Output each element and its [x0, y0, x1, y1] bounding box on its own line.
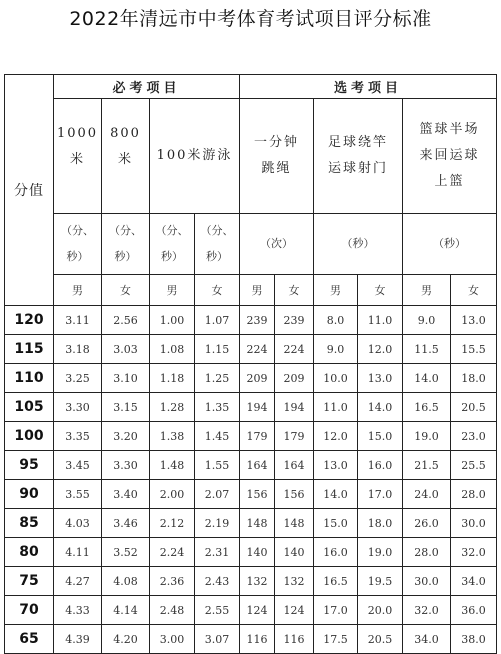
- sex-header: 男: [240, 275, 275, 306]
- table-cell: 11.0: [314, 393, 358, 422]
- table-cell: 132: [240, 567, 275, 596]
- table-cell: 239: [275, 306, 314, 335]
- table-cell: 1.48: [150, 451, 195, 480]
- table-row: [5, 509, 497, 538]
- table-cell: 3.52: [102, 538, 150, 567]
- table-row: [5, 625, 497, 654]
- table-cell: 224: [240, 335, 275, 364]
- unit-swim-male: （分、 秒）: [150, 214, 195, 275]
- score-value: 115: [5, 335, 54, 364]
- unit-football: （秒）: [314, 214, 403, 275]
- table-cell: 4.11: [54, 538, 102, 567]
- table-cell: 3.03: [102, 335, 150, 364]
- table-cell: 30.0: [403, 567, 451, 596]
- table-cell: 3.30: [102, 451, 150, 480]
- score-table: [4, 74, 497, 654]
- table-cell: 28.0: [451, 480, 497, 509]
- table-cell: 2.24: [150, 538, 195, 567]
- table-cell: 3.55: [54, 480, 102, 509]
- table-cell: 156: [275, 480, 314, 509]
- table-cell: 12.0: [314, 422, 358, 451]
- table-cell: 19.0: [358, 538, 403, 567]
- table-cell: 2.31: [195, 538, 240, 567]
- table-cell: 194: [275, 393, 314, 422]
- table-cell: 30.0: [451, 509, 497, 538]
- table-cell: 21.5: [403, 451, 451, 480]
- table-cell: 4.20: [102, 625, 150, 654]
- table-cell: 1.18: [150, 364, 195, 393]
- unit-basketball: （秒）: [403, 214, 497, 275]
- score-value: 75: [5, 567, 54, 596]
- table-cell: 1.35: [195, 393, 240, 422]
- table-cell: 179: [240, 422, 275, 451]
- table-cell: 4.08: [102, 567, 150, 596]
- table-cell: 13.0: [358, 364, 403, 393]
- table-cell: 20.0: [358, 596, 403, 625]
- sex-header: 男: [54, 275, 102, 306]
- table-cell: 132: [275, 567, 314, 596]
- table-row: [5, 364, 497, 393]
- table-cell: 2.36: [150, 567, 195, 596]
- table-cell: 194: [240, 393, 275, 422]
- table-cell: 16.5: [403, 393, 451, 422]
- table-row: [5, 422, 497, 451]
- elective-group-header: 选考项目: [240, 75, 497, 99]
- table-cell: 16.5: [314, 567, 358, 596]
- score-value: 105: [5, 393, 54, 422]
- table-row: [5, 451, 497, 480]
- table-cell: 3.30: [54, 393, 102, 422]
- table-cell: 11.5: [403, 335, 451, 364]
- table-cell: 13.0: [314, 451, 358, 480]
- table-cell: 10.0: [314, 364, 358, 393]
- table-cell: 1.38: [150, 422, 195, 451]
- table-cell: 4.39: [54, 625, 102, 654]
- score-value: 100: [5, 422, 54, 451]
- project-800m: 800 米: [102, 99, 150, 214]
- table-cell: 4.33: [54, 596, 102, 625]
- table-cell: 2.00: [150, 480, 195, 509]
- table-cell: 32.0: [403, 596, 451, 625]
- table-cell: 2.56: [102, 306, 150, 335]
- table-cell: 19.0: [403, 422, 451, 451]
- table-cell: 116: [240, 625, 275, 654]
- table-cell: 1.08: [150, 335, 195, 364]
- score-value: 110: [5, 364, 54, 393]
- table-cell: 23.0: [451, 422, 497, 451]
- table-cell: 3.11: [54, 306, 102, 335]
- sex-header: 男: [150, 275, 195, 306]
- project-jump-rope: 一分钟 跳绳: [240, 99, 314, 214]
- table-row: [5, 480, 497, 509]
- project-football: 足球绕竿 运球射门: [314, 99, 403, 214]
- table-cell: 4.03: [54, 509, 102, 538]
- table-cell: 38.0: [451, 625, 497, 654]
- table-cell: 1.07: [195, 306, 240, 335]
- table-cell: 3.35: [54, 422, 102, 451]
- table-cell: 1.55: [195, 451, 240, 480]
- table-row: [5, 596, 497, 625]
- table-cell: 164: [275, 451, 314, 480]
- unit-1000m: （分、 秒）: [54, 214, 102, 275]
- table-cell: 148: [240, 509, 275, 538]
- table-cell: 2.12: [150, 509, 195, 538]
- table-cell: 17.0: [358, 480, 403, 509]
- table-cell: 3.18: [54, 335, 102, 364]
- table-cell: 34.0: [451, 567, 497, 596]
- sex-header: 女: [102, 275, 150, 306]
- table-cell: 1.15: [195, 335, 240, 364]
- table-cell: 1.45: [195, 422, 240, 451]
- table-cell: 1.28: [150, 393, 195, 422]
- table-cell: 164: [240, 451, 275, 480]
- table-row: [5, 393, 497, 422]
- table-cell: 2.19: [195, 509, 240, 538]
- sex-header: 男: [403, 275, 451, 306]
- score-value: 65: [5, 625, 54, 654]
- table-cell: 9.0: [403, 306, 451, 335]
- table-cell: 3.15: [102, 393, 150, 422]
- table-cell: 26.0: [403, 509, 451, 538]
- table-cell: 18.0: [358, 509, 403, 538]
- unit-jump-rope: （次）: [240, 214, 314, 275]
- table-cell: 16.0: [314, 538, 358, 567]
- table-cell: 3.40: [102, 480, 150, 509]
- score-value: 85: [5, 509, 54, 538]
- table-cell: 14.0: [403, 364, 451, 393]
- required-group-header: 必考项目: [54, 75, 240, 99]
- table-cell: 17.5: [314, 625, 358, 654]
- table-cell: 3.45: [54, 451, 102, 480]
- table-cell: 16.0: [358, 451, 403, 480]
- table-cell: 116: [275, 625, 314, 654]
- table-cell: 1.25: [195, 364, 240, 393]
- table-cell: 179: [275, 422, 314, 451]
- sex-header: 女: [275, 275, 314, 306]
- table-row: [5, 567, 497, 596]
- score-value: 120: [5, 306, 54, 335]
- table-cell: 15.5: [451, 335, 497, 364]
- table-row: [5, 306, 497, 335]
- table-cell: 3.10: [102, 364, 150, 393]
- table-cell: 20.5: [451, 393, 497, 422]
- table-cell: 239: [240, 306, 275, 335]
- table-cell: 14.0: [358, 393, 403, 422]
- unit-800m: （分、 秒）: [102, 214, 150, 275]
- table-cell: 15.0: [314, 509, 358, 538]
- table-cell: 25.5: [451, 451, 497, 480]
- project-basketball: 篮球半场 来回运球 上篮: [403, 99, 497, 214]
- score-table-body: [5, 75, 497, 654]
- table-cell: 124: [275, 596, 314, 625]
- table-cell: 28.0: [403, 538, 451, 567]
- table-cell: 2.43: [195, 567, 240, 596]
- table-cell: 2.55: [195, 596, 240, 625]
- sex-header: 女: [451, 275, 497, 306]
- score-value: 80: [5, 538, 54, 567]
- unit-swim-female: （分、 秒）: [195, 214, 240, 275]
- sex-header: 女: [195, 275, 240, 306]
- table-cell: 3.46: [102, 509, 150, 538]
- score-column-header: 分值: [5, 75, 54, 306]
- sex-header: 男: [314, 275, 358, 306]
- table-cell: 3.20: [102, 422, 150, 451]
- table-cell: 156: [240, 480, 275, 509]
- table-cell: 124: [240, 596, 275, 625]
- table-cell: 224: [275, 335, 314, 364]
- table-cell: 209: [275, 364, 314, 393]
- table-cell: 140: [275, 538, 314, 567]
- table-cell: 15.0: [358, 422, 403, 451]
- table-row: [5, 335, 497, 364]
- table-cell: 13.0: [451, 306, 497, 335]
- score-value: 90: [5, 480, 54, 509]
- table-cell: 9.0: [314, 335, 358, 364]
- table-cell: 4.27: [54, 567, 102, 596]
- table-cell: 24.0: [403, 480, 451, 509]
- table-cell: 3.07: [195, 625, 240, 654]
- table-cell: 36.0: [451, 596, 497, 625]
- table-cell: 18.0: [451, 364, 497, 393]
- table-cell: 19.5: [358, 567, 403, 596]
- score-value: 95: [5, 451, 54, 480]
- page-title: 2022年清远市中考体育考试项目评分标准: [69, 8, 432, 30]
- table-cell: 11.0: [358, 306, 403, 335]
- table-cell: 12.0: [358, 335, 403, 364]
- table-cell: 209: [240, 364, 275, 393]
- table-cell: 32.0: [451, 538, 497, 567]
- table-cell: 2.07: [195, 480, 240, 509]
- project-1000m: 1000 米: [54, 99, 102, 214]
- sex-header: 女: [358, 275, 403, 306]
- table-cell: 3.25: [54, 364, 102, 393]
- table-cell: 4.14: [102, 596, 150, 625]
- table-cell: 2.48: [150, 596, 195, 625]
- table-row: [5, 538, 497, 567]
- table-cell: 8.0: [314, 306, 358, 335]
- project-swim-100m: 100米游泳: [150, 99, 240, 214]
- table-cell: 14.0: [314, 480, 358, 509]
- table-cell: 20.5: [358, 625, 403, 654]
- table-cell: 140: [240, 538, 275, 567]
- table-cell: 1.00: [150, 306, 195, 335]
- table-cell: 34.0: [403, 625, 451, 654]
- table-cell: 3.00: [150, 625, 195, 654]
- table-cell: 148: [275, 509, 314, 538]
- score-value: 70: [5, 596, 54, 625]
- table-cell: 17.0: [314, 596, 358, 625]
